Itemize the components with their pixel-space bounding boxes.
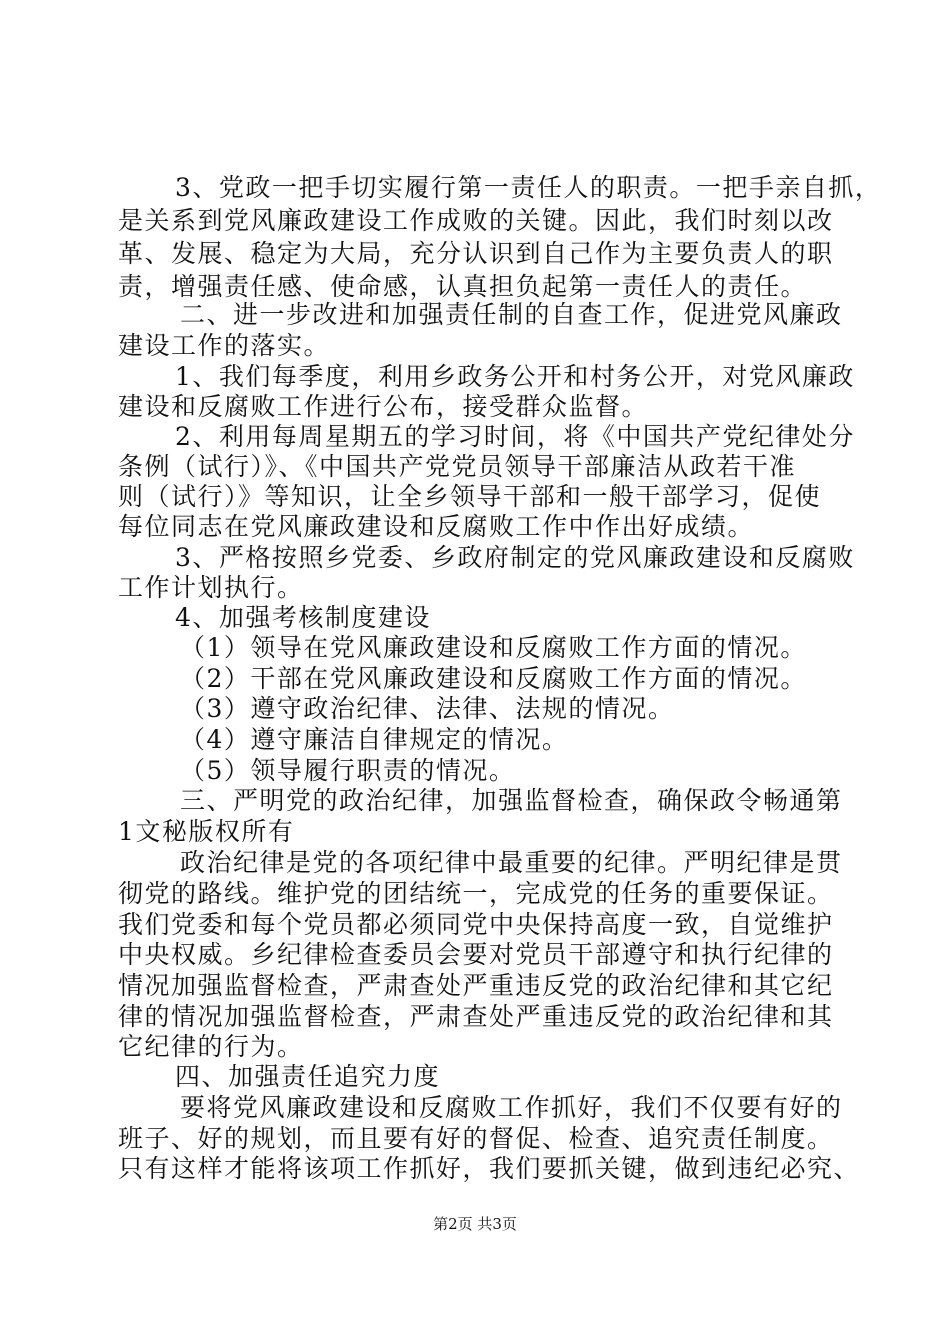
text-line: 政治纪律是党的各项纪律中最重要的纪律。严明纪律是贯 xyxy=(180,848,843,877)
text-line: 4、加强考核制度建设 xyxy=(175,603,431,632)
text-line: 1文秘版权所有 xyxy=(118,817,295,846)
text-line: 每位同志在党风廉政建设和反腐败工作中作出好成绩。 xyxy=(118,512,755,541)
text-line: 则（试行）》等知识，让全乡领导干部和一般干部学习，促使 xyxy=(118,482,822,511)
text-line: 要将党风廉政建设和反腐败工作抓好，我们不仅要有好的 xyxy=(180,1093,843,1122)
text-line: 责，增强责任感、使命感，认真担负起第一责任人的责任。 xyxy=(118,272,808,301)
text-line: 3、党政一把手切实履行第一责任人的职责。一把手亲自抓， xyxy=(175,173,882,202)
section-heading: 四、加强责任追究力度 xyxy=(175,1062,441,1091)
section-heading: 三、严明党的政治纪律，加强监督检查，确保政令畅通第 xyxy=(180,786,843,815)
text-line: 情况加强监督检查，严肃查处严重违反党的政治纪律和其它纪 xyxy=(118,971,834,1000)
list-item: （4）遵守廉洁自律规定的情况。 xyxy=(180,725,569,754)
page-number: 第2页 共3页 xyxy=(433,1215,517,1233)
text-line: 2、利用每周星期五的学习时间，将《中国共产党纪律处分 xyxy=(175,422,855,451)
text-line: 建设和反腐败工作进行公布，接受群众监督。 xyxy=(118,392,649,421)
text-line: 中央权威。乡纪律检查委员会要对党员干部遵守和执行纪律的 xyxy=(118,940,834,969)
text-line: 建设工作的落实。 xyxy=(118,331,331,360)
text-line: 1、我们每季度，利用乡政务公开和村务公开，对党风廉政 xyxy=(175,362,855,391)
list-item: （2）干部在党风廉政建设和反腐败工作方面的情况。 xyxy=(180,664,807,693)
section-heading: 二、进一步改进和加强责任制的自查工作，促进党风廉政 xyxy=(180,300,843,329)
list-item: （3）遵守政治纪律、法律、法规的情况。 xyxy=(180,694,675,723)
text-line: 彻党的路线。维护党的团结统一，完成党的任务的重要保证。 xyxy=(118,879,834,908)
text-line: 条例（试行）》、《中国共产党党员领导干部廉洁从政若干准 xyxy=(118,452,797,481)
text-line: 它纪律的行为。 xyxy=(118,1032,304,1061)
list-item: （1）领导在党风廉政建设和反腐败工作方面的情况。 xyxy=(180,633,807,662)
text-line: 3、严格按照乡党委、乡政府制定的党风廉政建设和反腐败 xyxy=(175,543,855,572)
text-line: 我们党委和每个党员都必须同党中央保持高度一致，自觉维护 xyxy=(118,910,834,939)
text-line: 工作计划执行。 xyxy=(118,573,304,602)
text-line: 班子、好的规划，而且要有好的督促、检查、追究责任制度。 xyxy=(118,1124,834,1153)
list-item: （5）领导履行职责的情况。 xyxy=(180,756,516,785)
text-line: 律的情况加强监督检查，严肃查处严重违反党的政治纪律和其 xyxy=(118,1002,834,1031)
page-footer xyxy=(0,1215,950,1233)
text-line: 革、发展、稳定为大局，充分认识到自己作为主要负责人的职 xyxy=(118,239,834,268)
text-line: 是关系到党风廉政建设工作成败的关键。因此，我们时刻以改 xyxy=(118,206,834,235)
text-line: 只有这样才能将该项工作抓好，我们要抓关键，做到违纪必究、 xyxy=(118,1154,861,1183)
